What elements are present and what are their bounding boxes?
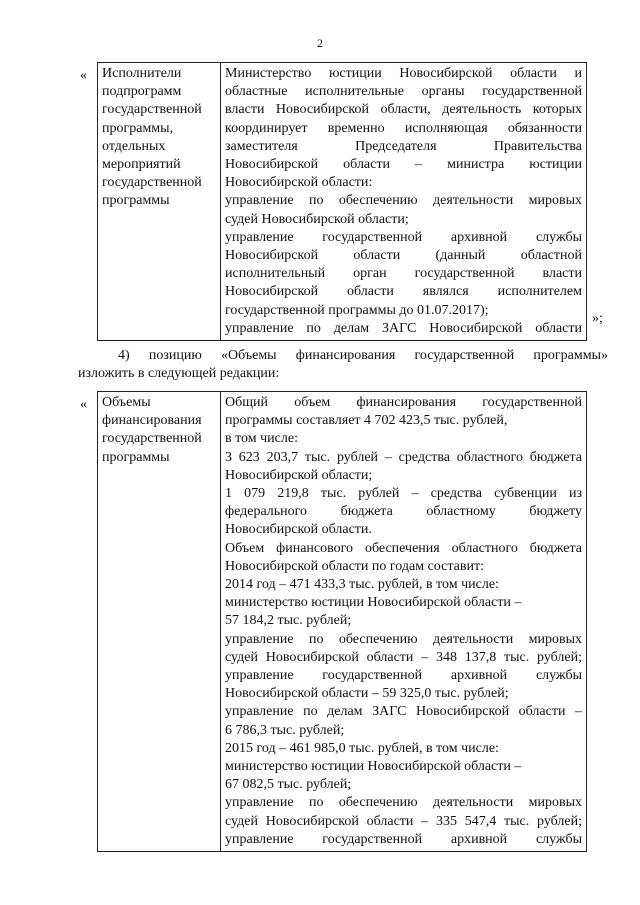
opening-quote-mark: «	[80, 68, 87, 83]
executors-label-cell	[98, 63, 221, 341]
financing-content-line: Новосибирской области – 59 325,0 тыс. рублей;	[225, 686, 509, 702]
financing-content-cell	[221, 392, 587, 852]
financing-label-line: финансирования	[102, 413, 202, 429]
executors-content-line: власти Новосибирской области, деятельность которых	[225, 102, 582, 118]
financing-content-line: Новосибирской области;	[225, 467, 373, 483]
financing-content-line: управление по обеспечению деятельности мировых	[225, 795, 582, 811]
financing-content-line: министерство юстиции Новосибирской области –	[225, 595, 522, 611]
financing-label-cell	[98, 392, 221, 852]
executors-content-line: Министерство юстиции Новосибирской области и	[225, 66, 582, 81]
executors-content-line: судей Новосибирской области;	[225, 211, 409, 227]
financing-content-line: 1 079 219,8 тыс. рублей – средства субвенции из	[225, 486, 582, 502]
executors-content-line: координирует временно исполняющая обязанности	[225, 120, 582, 136]
financing-content-line: управление по обеспечению деятельности мировых	[225, 631, 582, 647]
executors-content-line: управление по обеспечению деятельности мировых	[225, 193, 582, 209]
closing-quote-mark: »;	[592, 311, 603, 326]
amendment-paragraph-line: изложить в следующей редакции:	[78, 366, 280, 381]
financing-content-line: в том числе:	[225, 431, 298, 447]
executors-content-line: Новосибирской области – министра юстиции	[225, 157, 582, 173]
financing-content-line: 6 786,3 тыс. рублей;	[225, 722, 345, 738]
executors-label-line: мероприятий	[102, 157, 181, 173]
financing-content-line: судей Новосибирской области – 335 547,4 тыс. рублей;	[225, 813, 582, 829]
financing-table	[97, 391, 587, 852]
financing-label-line: программы	[102, 449, 170, 465]
executors-content-line: Новосибирской области:	[225, 175, 373, 191]
financing-content-line: федерального бюджета областному бюджету	[225, 504, 582, 520]
financing-content-line: управление государственной архивной службы	[225, 668, 582, 684]
executors-table	[97, 62, 587, 341]
page-number: 2	[317, 36, 323, 50]
executors-content-line: областные исполнительные органы государственной	[225, 84, 582, 100]
financing-content-line: министерство юстиции Новосибирской области –	[225, 759, 522, 775]
financing-content-line: Новосибирской области.	[225, 522, 372, 538]
financing-content-line: управление по делам ЗАГС Новосибирской области –	[225, 704, 582, 720]
executors-content-line: Новосибирской области (данный областной	[225, 248, 582, 264]
financing-content-line: Общий объем финансирования государственной	[225, 395, 582, 410]
executors-content-line: управление по делам ЗАГС Новосибирской области	[225, 320, 582, 336]
amendment-paragraph-line: 4) позицию «Объемы финансирования государственной программы»	[118, 348, 608, 363]
financing-label-line: государственной	[102, 431, 202, 447]
executors-content-line: исполнительный орган государственной власти	[225, 266, 582, 282]
financing-content-line: Объем финансового обеспечения областного бюджета	[225, 540, 582, 556]
financing-content-line: судей Новосибирской области – 348 137,8 тыс. рублей;	[225, 649, 582, 665]
financing-content-line: Новосибирской области по годам составит:	[225, 558, 484, 574]
financing-content-line: 67 082,5 тыс. рублей;	[225, 777, 352, 793]
executors-content-line: управление государственной архивной службы	[225, 229, 582, 245]
executors-label-line: Исполнители	[102, 66, 182, 81]
financing-content-line: 57 184,2 тыс. рублей;	[225, 613, 352, 629]
executors-content-line: заместителя Председателя Правительства	[225, 138, 582, 154]
financing-content-line: управление государственной архивной службы	[225, 831, 582, 847]
executors-content-line: государственной программы до 01.07.2017);	[225, 302, 489, 318]
amendment-paragraph	[78, 347, 608, 383]
financing-row	[98, 392, 587, 852]
financing-content-line: 2015 год – 461 985,0 тыс. рублей, в том числе:	[225, 740, 499, 756]
executors-content-line: Новосибирской области являлся исполнителем	[225, 284, 582, 300]
financing-content-line: 2014 год – 471 433,3 тыс. рублей, в том числе:	[225, 577, 499, 593]
executors-label-line: программы,	[102, 120, 174, 136]
executors-content-cell	[221, 63, 587, 341]
executors-label-line: программы	[102, 193, 170, 209]
financing-content-line: программы составляет 4 702 423,5 тыс. рублей,	[225, 413, 508, 429]
financing-label-line: Объемы	[102, 395, 151, 410]
executors-row	[98, 63, 587, 341]
executors-label-line: государственной	[102, 102, 202, 118]
financing-content-line: 3 623 203,7 тыс. рублей – средства областного бюджета	[225, 449, 582, 465]
executors-label-line: подпрограмм	[102, 84, 182, 100]
executors-label-line: отдельных	[102, 138, 166, 154]
executors-label-line: государственной	[102, 175, 202, 191]
opening-quote-mark: «	[80, 397, 87, 412]
